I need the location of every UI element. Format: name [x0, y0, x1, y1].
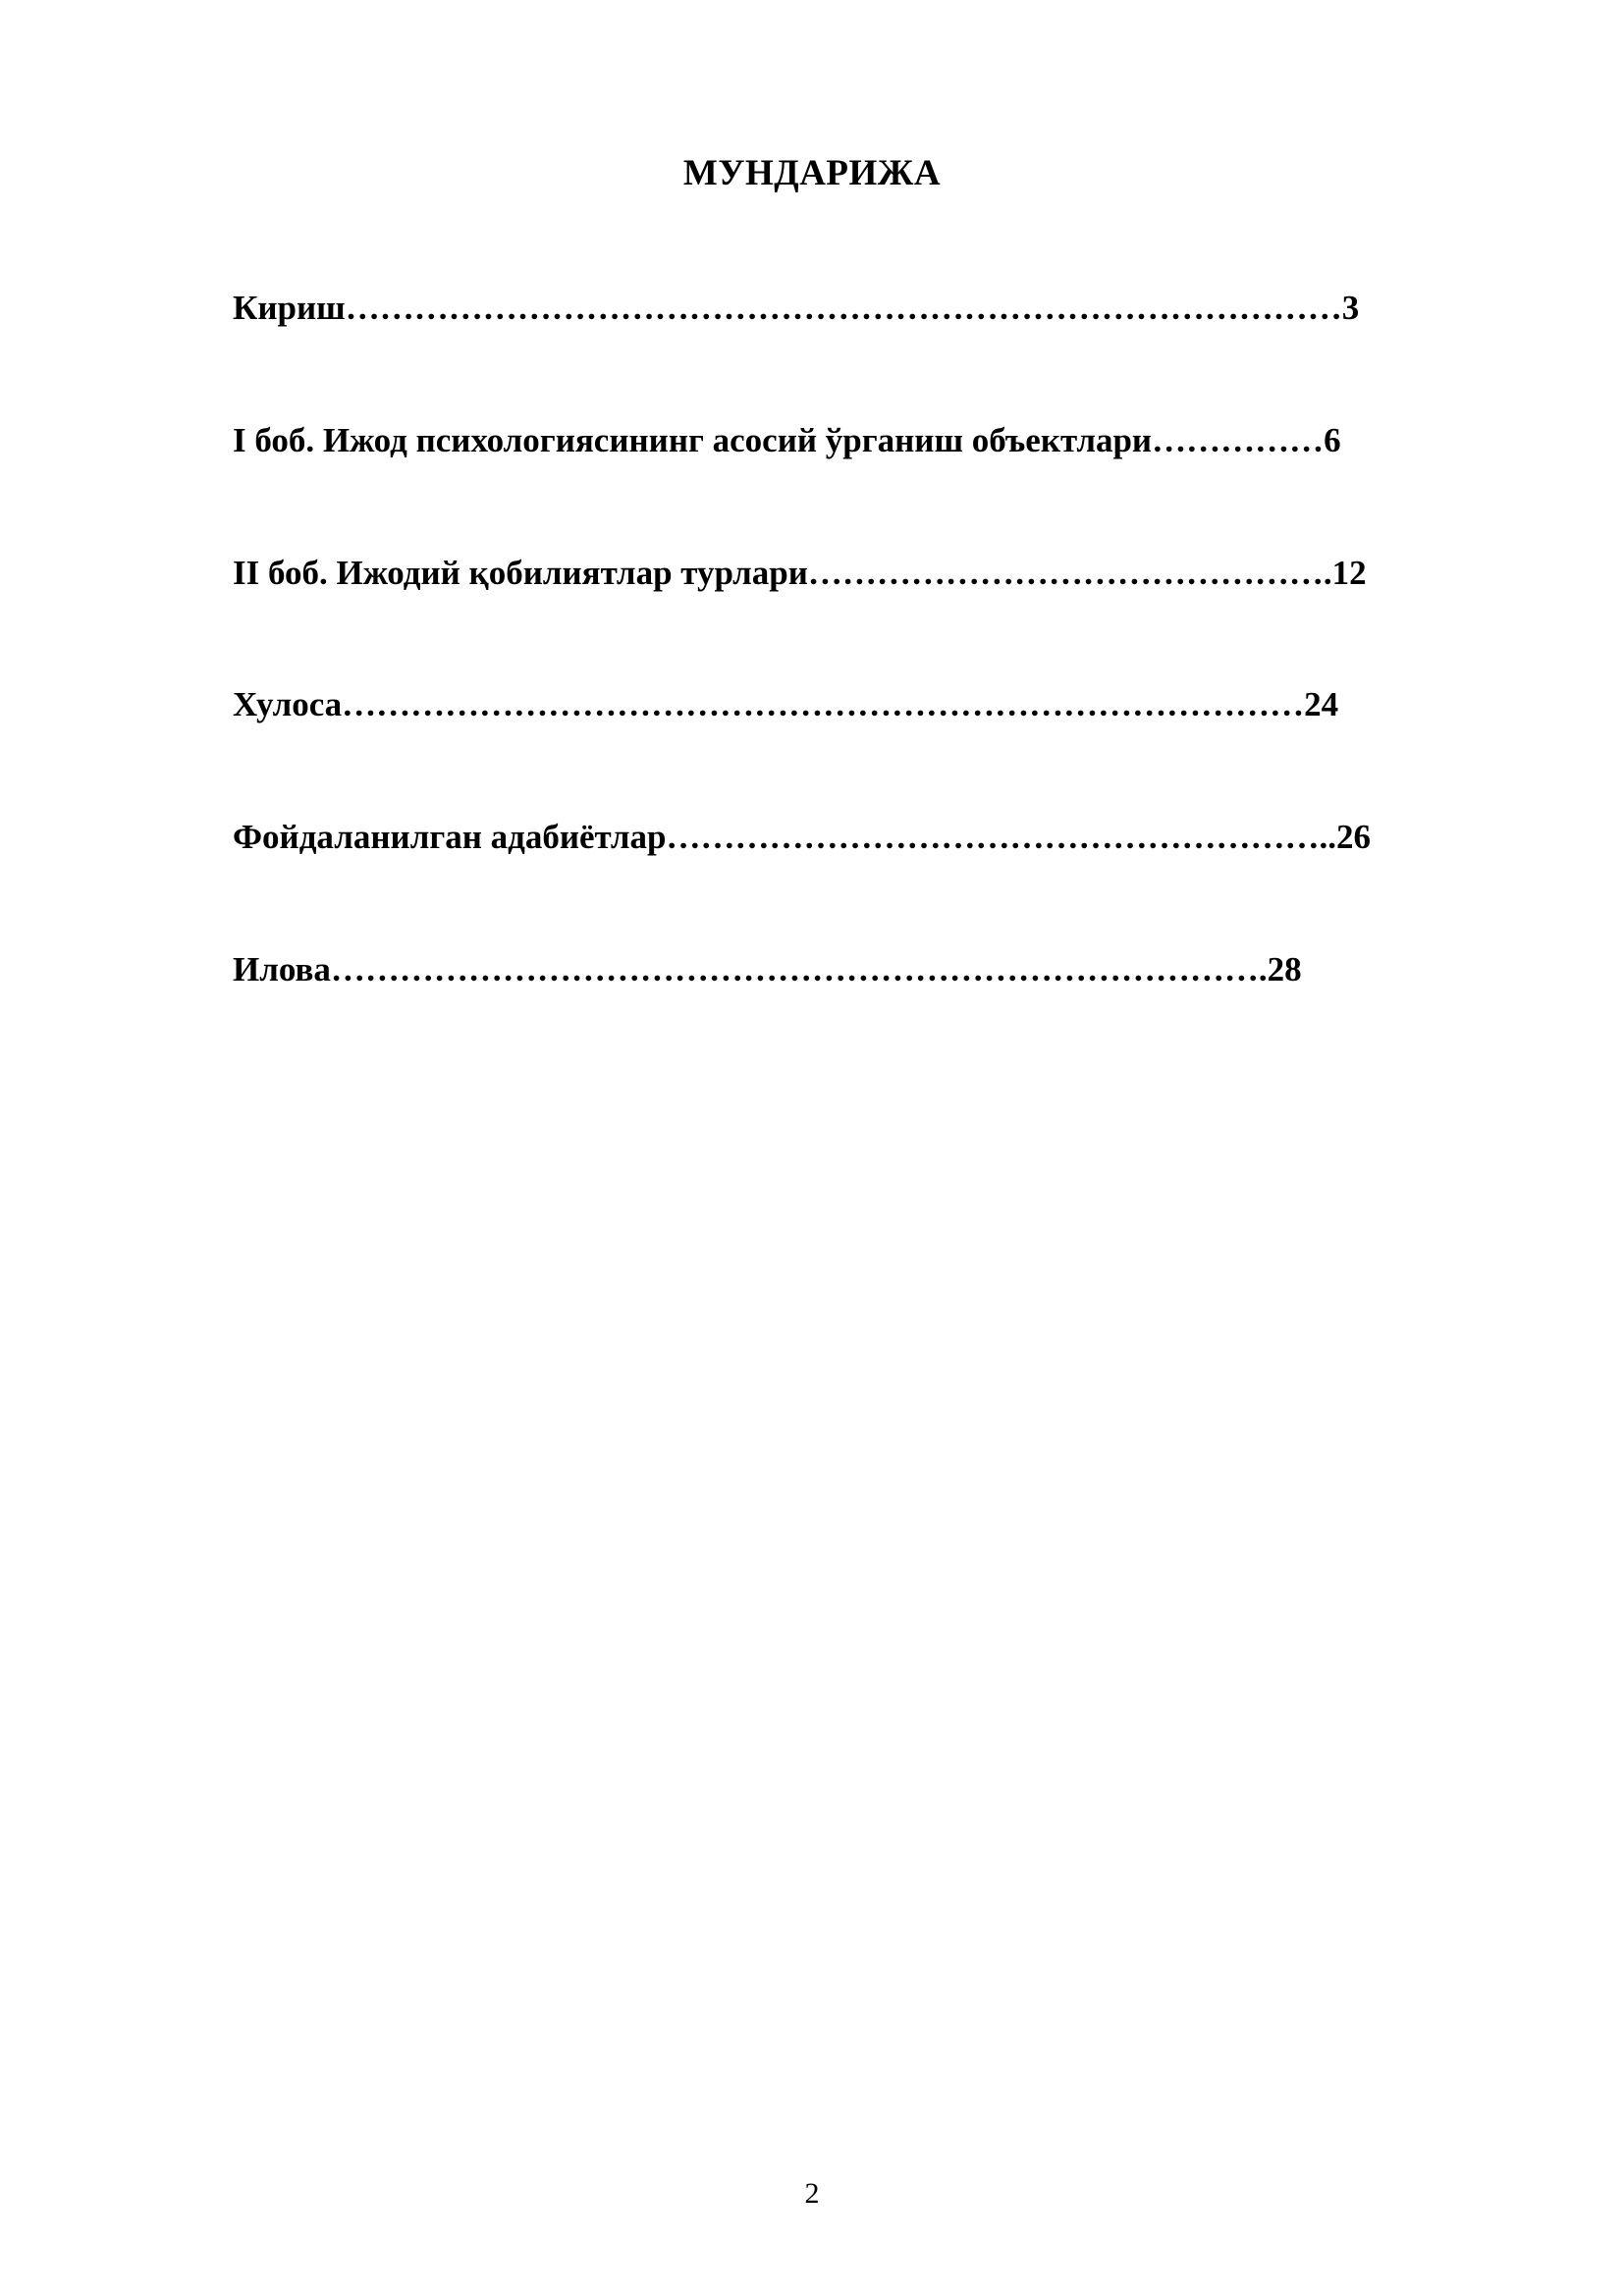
page-title: МУНДАРИЖА	[682, 153, 942, 193]
toc-entry-conclusion: Хулоса…………………………………………………………………………24	[233, 685, 1339, 723]
toc-entry-introduction: Кириш……………………………………………………………………………3	[233, 289, 1360, 327]
toc-entry-chapter-1: I боб. Ижод психологиясининг асосий ўрганиш объектлари……………6	[233, 421, 1341, 459]
toc-entry-appendix: Илова……………………………………………………………………….28	[233, 950, 1302, 988]
toc-entry-references: Фойдаланилган адабиётлар…………………………………………………..26	[233, 818, 1371, 856]
toc-entry-chapter-2: II боб. Ижодий қобилиятлар турлари……………………………………….12	[233, 554, 1367, 592]
page-number: 2	[804, 2177, 820, 2210]
